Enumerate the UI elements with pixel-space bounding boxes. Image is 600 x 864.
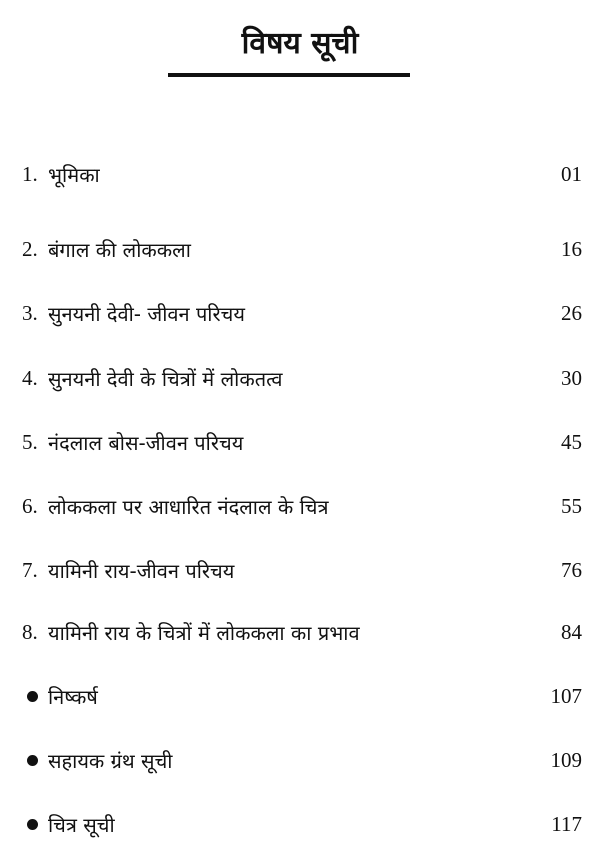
toc-entry-1: [22, 157, 582, 191]
entry-label: सहायक ग्रंथ सूची: [48, 748, 173, 773]
toc-entry-2: [22, 232, 582, 266]
entry-label: भूमिका: [48, 162, 100, 187]
toc-entry-5: [22, 425, 582, 459]
toc-entry-4: [22, 361, 582, 395]
entry-label: सुनयनी देवी के चित्रों में लोकतत्व: [48, 366, 283, 391]
page-title: विषय सूची: [241, 26, 359, 61]
entry-label: यामिनी राय-जीवन परिचय: [48, 558, 235, 583]
bullet-icon: [22, 819, 48, 830]
toc-entry-3: [22, 296, 582, 330]
entry-page: 01: [561, 161, 582, 186]
entry-page: 26: [561, 300, 582, 325]
entry-label: निष्कर्ष: [48, 684, 98, 709]
entry-number: 3.: [22, 300, 38, 325]
entry-number: 4.: [22, 365, 38, 390]
entry-page: 109: [550, 747, 582, 772]
entry-number: 5.: [22, 429, 38, 454]
toc-appendix-1: [22, 679, 582, 713]
entry-label: यामिनी राय के चित्रों में लोककला का प्रभाव: [48, 620, 360, 645]
entry-page: 16: [561, 236, 582, 261]
entry-page: 84: [561, 619, 582, 644]
entry-page: 55: [561, 493, 582, 518]
entry-number: 8.: [22, 619, 38, 644]
entry-number: 1.: [22, 161, 38, 186]
bullet-icon: [22, 691, 48, 702]
entry-label: सुनयनी देवी- जीवन परिचय: [48, 301, 245, 326]
entry-page: 45: [561, 429, 582, 454]
toc-entry-8: [22, 615, 582, 649]
entry-number: 2.: [22, 236, 38, 261]
bullet-icon: [22, 755, 48, 766]
entry-label: चित्र सूची: [48, 812, 115, 837]
toc-entry-7: [22, 553, 582, 587]
entry-label: नंदलाल बोस-जीवन परिचय: [48, 430, 244, 455]
entry-label: बंगाल की लोककला: [48, 237, 191, 262]
toc-appendix-3: [22, 807, 582, 841]
entry-page: 76: [561, 557, 582, 582]
entry-label: लोककला पर आधारित नंदलाल के चित्र: [48, 494, 329, 519]
entry-number: 6.: [22, 493, 38, 518]
entry-page: 30: [561, 365, 582, 390]
entry-page: 117: [551, 811, 582, 836]
toc-entry-6: [22, 489, 582, 523]
toc-appendix-2: [22, 743, 582, 777]
entry-number: 7.: [22, 557, 38, 582]
entry-page: 107: [550, 683, 582, 708]
